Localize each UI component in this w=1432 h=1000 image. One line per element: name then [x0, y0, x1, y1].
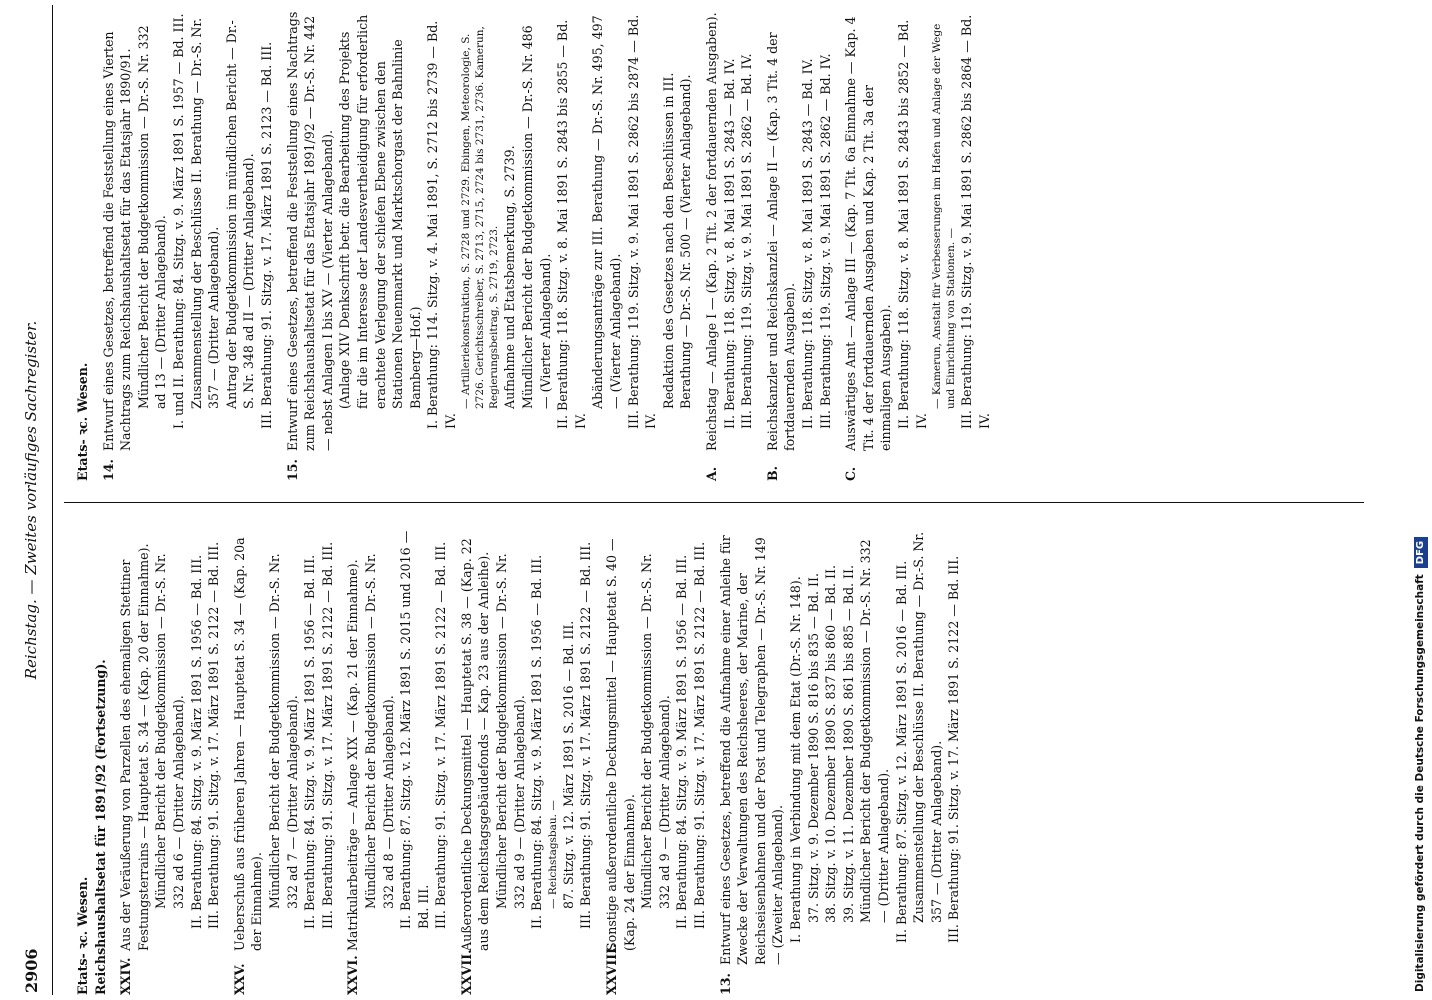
- entry-gap: [450, 527, 458, 995]
- entry-body: [100, 11, 276, 481]
- entry-body: [764, 11, 834, 481]
- entry-line: III. Berathung: 91. Sitzg. v. 17. März 1891 S. 2123 — Bd. III.: [258, 41, 274, 429]
- dfg-logo: DFG: [1414, 537, 1428, 568]
- entry-label: XXVIII.: [604, 943, 620, 995]
- column-heading: Etats- ꝛc. Wesen.: [75, 362, 90, 481]
- entry-line: III. Berathung: 119. Sitzg. v. 9. Mai 1891 S. 2862 — Bd. IV.: [739, 53, 755, 429]
- entry-body: [717, 527, 963, 995]
- entry-title: Entwurf eines Gesetzes, betreffend die Aufnahme einer Anleihe für Zwecke der Verwaltungen des Reichsheeres, der Marine, der Reichseisenbahnen und der Post und Telegraphen — Dr.-S. Nr. 149 — (Zweiter Anlageband).: [717, 535, 786, 965]
- entry-line: Mündlicher Bericht der Budgetkommission — Dr.-S. Nr. 332 ad 9 — (Dritter Anlageband).: [494, 553, 527, 909]
- entry-line: II. Berathung: 118. Sitzg. v. 8. Mai 1891 S. 2843 bis 2855 — Bd. IV.: [555, 19, 588, 429]
- entry-title: Ueberschuß aus früheren Jahren — Hauptetat S. 34 — (Kap. 20a der Einnahme).: [231, 537, 265, 951]
- register-entry: [764, 11, 834, 481]
- register-entry: [344, 527, 450, 995]
- entry-label: 15.: [284, 459, 300, 481]
- page-number: 2906: [22, 948, 41, 993]
- entry-line: II. Berathung: 84. Sitzg. v. 9. März 1891 S. 1956 — Bd. III.: [674, 554, 690, 929]
- entry-title: Außerordentliche Deckungsmittel — Hauptetat S. 38 — (Kap. 22 aus dem Reichstagsgebäudefonds — Kap. 23 aus der Anleihe).: [458, 538, 492, 951]
- entry-title: Auswärtiges Amt — Anlage III — (Kap. 7 Tit. 6a Einnahme — Kap. 4 Tit. 4 der fortdauernden Ausgaben und Kap. 2 Tit. 3a der einmaligen Ausgaben).: [843, 16, 894, 451]
- entry-label: XXVII.: [458, 949, 474, 995]
- entry-line: Zusammenstellung der Beschlüsse II. Berathung — Dr.-S. Nr. 357 — (Dritter Anlageband).: [188, 17, 222, 409]
- column-divider: [64, 502, 1364, 503]
- entry-gap: [223, 527, 231, 995]
- entry-line: I. und II. Berathung: 84. Sitzg. v. 9. März 1891 S. 1957 — Bd. III.: [170, 13, 186, 429]
- entry-label: 14.: [100, 459, 116, 481]
- entry-line: Mündlicher Bericht der Budgetkommission — Dr.-S. Nr. 332 ad 9 — (Dritter Anlageband).: [639, 553, 672, 909]
- left-column: [74, 527, 963, 995]
- entry-line: Redaktion des Gesetzes nach den Beschlüssen in III. Berathung — Dr.-S. Nr. 500 — (Vierter Anlageband).: [660, 72, 694, 409]
- entry-line: III. Berathung: 91. Sitzg. v. 17. März 1891 S. 2122 — Bd. III.: [578, 541, 594, 929]
- entry-line: Mündlicher Bericht der Budgetkommission — Dr.-S. Nr. 486 — (Vierter Anlageband).: [520, 25, 553, 409]
- entry-body: [458, 527, 595, 995]
- entry-line: 38. Sitzg. v. 10. Dezember 1890 S. 837 bis 860 — Bd. II.: [823, 565, 839, 923]
- entry-body: [842, 11, 993, 481]
- register-entry: [458, 527, 595, 995]
- entry-title: Reichskanzler und Reichskanzlei — Anlage II — (Kap. 3 Tit. 4 der fortdauernden Ausgaben).: [764, 32, 798, 451]
- entry-gap: [709, 527, 717, 995]
- entry-title: Sonstige außerordentliche Deckungsmittel — Hauptetat S. 40 — (Kap. 24 der Einnahme).: [604, 538, 637, 951]
- entry-line: II. Berathung: 84. Sitzg. v. 9. März 1891 S. 1956 — Bd. III.: [188, 554, 204, 929]
- register-entry: [603, 527, 709, 995]
- entry-gap: [756, 11, 764, 481]
- entry-label: B.: [764, 465, 780, 481]
- entry-line: — Kamerun, Anstalt für Verbesserungen im Hafen und Anlage der Wege und Einrichtung von Stationen. —: [931, 23, 958, 409]
- entry-gap: [276, 11, 284, 481]
- register-entry: [703, 11, 756, 481]
- entry-label: C.: [843, 466, 859, 481]
- entry-body: [344, 527, 450, 995]
- entry-label: XXIV.: [118, 957, 134, 995]
- right-column: [74, 11, 993, 481]
- digitization-note: Digitalisierung gefördert durch die Deutsche Forschungsgemeinschaft: [1414, 574, 1426, 992]
- entry-line: Mündlicher Bericht der Budgetkommission — Dr.-S. Nr. 332 ad 7 — (Dritter Anlageband).: [266, 553, 300, 909]
- entry-line: 39. Sitzg. v. 11. Dezember 1890 S. 861 bis 885 — Bd. II.: [840, 565, 856, 923]
- entry-body: [603, 527, 709, 995]
- entry-body: [284, 11, 695, 481]
- column-subheading: Reichshaushaltsetat für 1891/92 (Fortsetzung).: [92, 659, 108, 995]
- entry-line: III. Berathung: 91. Sitzg. v. 17. März 1891 S. 2122 — Bd. III.: [319, 541, 335, 929]
- entry-line: — Reichstagsbau. —: [546, 800, 559, 909]
- entry-line: II. Berathung: 118. Sitzg. v. 8. Mai 1891 S. 2843 — Bd. IV.: [721, 58, 737, 429]
- entry-line: Antrag der Budgetkommission im mündlichen Bericht — Dr.-S. Nr. 348 ad II — (Dritter Anlageband).: [223, 20, 257, 409]
- entry-line: I. Berathung in Verbindung mit dem Etat (Dr.-S. Nr. 148).: [787, 576, 803, 943]
- entry-line: II. Berathung: 118. Sitzg. v. 8. Mai 1891 S. 2843 — Bd. IV.: [799, 58, 815, 429]
- entry-line: III. Berathung: 91. Sitzg. v. 17. März 1891 S. 2122 — Bd. III.: [206, 541, 222, 929]
- entry-label: 13.: [717, 973, 733, 995]
- entry-line: II. Berathung: 87. Sitzg. v. 12. März 1891 S. 2016 — Bd. III.: [893, 560, 909, 943]
- entry-title: Reichstag — Anlage I — (Kap. 2 Tit. 2 der fortdauernden Ausgaben).: [704, 12, 719, 451]
- entry-line: — Artilleriekonstruktion, S. 2728 und 2729. Ebingen, Meteorologie, S. 2726. Gerichtsschreiber, S. 2713, 2715, 2724 bis 2731, 2736. Kamerun, Regierungsbeitrag, S. 2719, 2723.: [460, 26, 501, 409]
- entry-line: Aufnahme und Etatsbemerkung, S. 2739.: [502, 145, 518, 409]
- entry-line: (Anlage XIV Denkschrift betr. die Bearbeitung des Projekts für die im Interesse der Landesvertheidigung für erforderlich erachtete Verlegung der schiefen Ebene zwischen den Stationen Neuenmarkt und Marktschorgast der Bahnlinie Bamberg—Hof.): [337, 14, 423, 409]
- entry-title: Matrikularbeiträge — Anlage XIX — (Kap. 21 der Einnahme).: [345, 559, 361, 951]
- entry-label: XXV.: [231, 963, 247, 995]
- register-entry: [284, 11, 695, 481]
- entry-body: [231, 527, 337, 995]
- register-entry: [117, 527, 223, 995]
- entry-label: XXVI.: [345, 955, 361, 995]
- entry-line: Mündlicher Bericht der Budgetkommission — Dr.-S. Nr. 332 ad 13 — (Dritter Anlageband).: [135, 25, 169, 409]
- entry-line: III. Berathung: 91. Sitzg. v. 17. März 1891 S. 2122 — Bd. III.: [692, 541, 707, 929]
- entry-line: Abänderungsanträge zur III. Berathung — Dr.-S. Nr. 495, 497 — (Vierter Anlageband).: [590, 15, 624, 409]
- entry-gap: [336, 527, 344, 995]
- entry-line: II. Berathung: 87. Sitzg. v. 12. März 1891 S. 2015 und 2016 — Bd. III.: [398, 530, 431, 929]
- entry-line: III. Berathung: 91. Sitzg. v. 17. März 1891 S. 2122 — Bd. III.: [946, 555, 962, 943]
- entry-body: [117, 527, 223, 995]
- entry-gap: [92, 11, 100, 481]
- entry-line: II. Berathung: 118. Sitzg. v. 8. Mai 1891 S. 2843 bis 2852 — Bd. IV.: [895, 19, 929, 429]
- entry-label: A.: [704, 466, 719, 481]
- entry-line: Mündlicher Bericht der Budgetkommission — Dr.-S. Nr. 332 ad 8 — (Dritter Anlageband).: [362, 553, 396, 909]
- digitization-credit-bar: [1411, 8, 1429, 992]
- rotated-register-page: [12, 5, 1412, 995]
- entry-line: III. Berathung: 119. Sitzg. v. 9. Mai 1891 S. 2862 bis 2864 — Bd. IV.: [959, 14, 992, 429]
- entry-line: 37. Sitzg. v. 9. Dezember 1890 S. 816 bis 835 — Bd. II.: [805, 573, 821, 923]
- entry-line: III. Berathung: 119. Sitzg. v. 9. Mai 1891 S. 2862 bis 2874 — Bd. IV.: [625, 14, 659, 429]
- entry-line: Mündlicher Bericht der Budgetkommission — Dr.-S. Nr. 332 — (Dritter Anlageband).: [858, 539, 891, 923]
- running-header: [12, 5, 53, 995]
- entry-title: Aus der Veräußerung von Parzellen des ehemaligen Stettiner Festungsterrains — Hauptetat S. 34 — (Kap. 20 der Einnahme).: [118, 543, 151, 951]
- entry-line: III. Berathung: 119. Sitzg. v. 9. Mai 1891 S. 2862 — Bd. IV.: [817, 53, 833, 429]
- digitization-credit: [1411, 8, 1429, 992]
- entry-body: [703, 11, 756, 481]
- running-title: Reichstag. — Zweites vorläufiges Sachregister.: [22, 320, 40, 680]
- entry-line: Zusammenstellung der Beschlüsse II. Berathung — Dr.-S. Nr. 357 — (Dritter Anlageband).: [911, 531, 944, 923]
- entry-line: II. Berathung: 84. Sitzg. v. 9. März 1891 S. 1956 — Bd. III.: [302, 554, 318, 929]
- entry-line: II. Berathung: 84. Sitzg. v. 9. März 1891 S. 1956 — Bd. III.: [529, 554, 545, 929]
- entry-title: Entwurf eines Gesetzes, betreffend die Feststellung eines Vierten Nachtrags zum Reichshaushaltsetat für das Etatsjahr 1890/91.: [100, 31, 134, 451]
- register-entry: [842, 11, 993, 481]
- column-heading: Etats- ꝛc. Wesen.: [75, 876, 90, 995]
- entry-title: Entwurf eines Gesetzes, betreffend die Feststellung eines Nachtrags zum Reichshaushaltsetat für das Etatsjahr 1891/92 — Dr.-S. Nr. 442 — nebst Anlagen I bis XV — (Vierter Anlageband).: [284, 11, 335, 451]
- entry-line: Mündlicher Bericht der Budgetkommission — Dr.-S. Nr. 332 ad 6 — (Dritter Anlageband).: [153, 553, 186, 909]
- register-entry: [231, 527, 337, 995]
- entry-gap: [695, 11, 703, 481]
- entry-line: I. Berathung: 114. Sitzg. v. 4. Mai 1891, S. 2712 bis 2739 — Bd. IV.: [425, 20, 458, 429]
- entry-gap: [595, 527, 603, 995]
- register-entry: [717, 527, 963, 995]
- entry-gap: [109, 527, 117, 995]
- entry-line: III. Berathung: 91. Sitzg. v. 17. März 1891 S. 2122 — Bd. III.: [433, 541, 449, 929]
- entry-line: 87. Sitzg. v. 12. März 1891 S. 2016 — Bd. III.: [560, 620, 576, 909]
- entry-gap: [834, 11, 842, 481]
- register-entry: [100, 11, 276, 481]
